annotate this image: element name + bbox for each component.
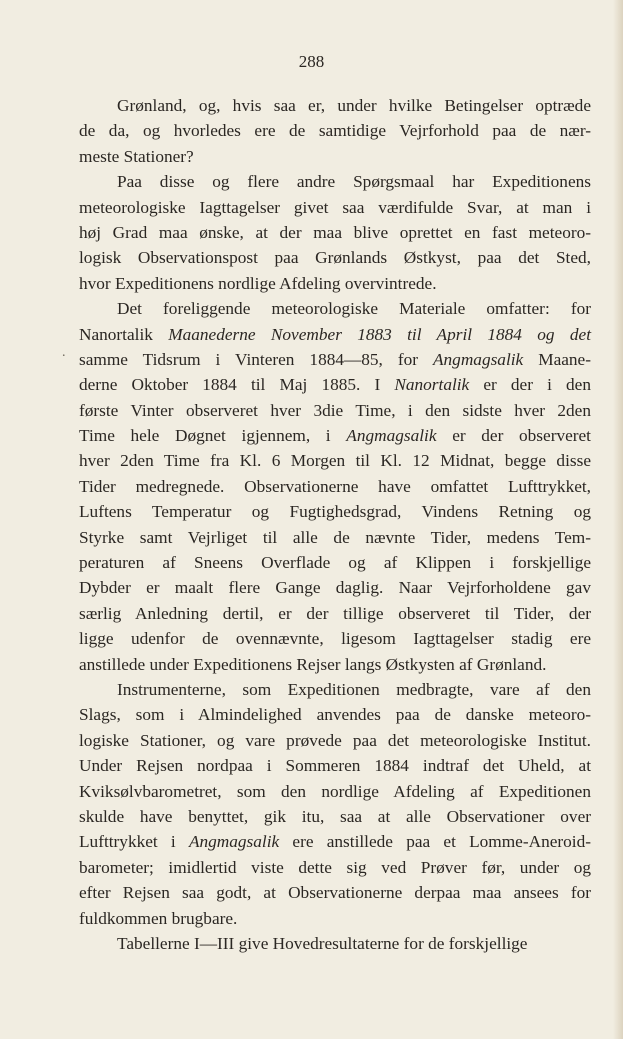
text-line (79, 271, 591, 296)
text-line (79, 525, 591, 550)
text-line (79, 779, 591, 804)
margin-mark: . (62, 345, 66, 360)
text-run: meste Stationer? (79, 146, 194, 166)
text-line (79, 601, 591, 626)
text-line (79, 575, 591, 600)
text-run: meteorologiske Iagttagelser givet saa værdifulde Svar, at man i (79, 197, 591, 217)
text-run: Slags, som i Almindelighed anvendes paa de danske meteoro- (79, 705, 591, 725)
text-run: Paa disse og flere andre Spørgsmaal har Expeditionens (117, 172, 591, 192)
text-line (79, 855, 591, 880)
text-line (79, 626, 591, 651)
text-run: ligge udenfor de ovennævnte, ligesom Iagttagelser stadig ere (79, 629, 591, 649)
text-line (79, 880, 591, 905)
place-name: Nanortalik (394, 375, 470, 395)
place-name: Angmagsalik (346, 426, 437, 446)
text-line (79, 347, 591, 372)
text-run: skulde have benyttet, gik itu, saa at alle Observationer over (79, 806, 591, 826)
text-run: Dybder er maalt flere Gange daglig. Naar Vejrforholdene gav (79, 578, 591, 598)
place-name: Maanederne November 1883 til April 1884 og det (152, 324, 591, 344)
text-line (79, 753, 591, 778)
text-run: logisk Observationspost paa Grønlands Østkyst, paa det Sted, (79, 248, 591, 268)
text-run: hvor Expeditionens nordlige Afdeling overvintrede. (79, 273, 437, 293)
text-line (79, 322, 591, 347)
text-run: Lufttrykket i (79, 832, 189, 852)
text-run: er der i den (469, 375, 591, 395)
text-line (79, 728, 591, 753)
text-run: anstillede under Expeditionens Rejser langs Østkysten af Grønland. (79, 654, 547, 674)
text-line (79, 372, 591, 397)
text-run: Luftens Temperatur og Fugtighedsgrad, Vindens Retning og (79, 502, 591, 522)
text-line (79, 474, 591, 499)
text-run: derne Oktober 1884 til Maj 1885. I (79, 375, 395, 395)
text-run: særlig Anledning dertil, er der tillige observeret til Tider, der (79, 603, 591, 623)
text-line (79, 448, 591, 473)
text-line (79, 702, 591, 727)
text-run: Nanortalik (79, 324, 153, 344)
text-run: Det foreliggende meteorologiske Materiale omfatter: for (117, 299, 591, 319)
text-line (79, 245, 591, 270)
text-line (79, 169, 591, 194)
text-run: samme Tidsrum i Vinteren 1884—85, for (79, 349, 433, 369)
text-run: Tider medregnede. Observationerne have omfattet Lufttrykket, (79, 476, 591, 496)
text-run: barometer; imidlertid viste dette sig ved Prøver før, under og (79, 857, 591, 877)
text-run: logiske Stationer, og vare prøvede paa det meteorologiske Institut. (79, 730, 591, 750)
text-run: Maane- (523, 349, 591, 369)
text-run: Styrke samt Vejrliget til alle de nævnte Tider, medens Tem- (79, 527, 591, 547)
text-line (79, 550, 591, 575)
text-line (79, 220, 591, 245)
text-line (79, 118, 591, 143)
text-line (79, 652, 591, 677)
text-line (79, 829, 591, 854)
text-line (79, 398, 591, 423)
text-run: høj Grad maa ønske, at der maa blive oprettet en fast meteoro- (79, 222, 591, 242)
text-run: fuldkommen brugbare. (79, 908, 238, 928)
text-run: Tabellerne I—III give Hovedresultaterne for de forskjellige (117, 933, 528, 953)
text-line (79, 677, 591, 702)
text-run: de da, og hvorledes ere de samtidige Vejrforhold paa de nær- (79, 121, 591, 141)
body-text (79, 93, 591, 956)
text-line (79, 93, 591, 118)
text-run: er der observeret (436, 426, 591, 446)
text-run: Time hele Døgnet igjennem, i (79, 426, 347, 446)
text-line (79, 499, 591, 524)
text-line (79, 423, 591, 448)
place-name: Angmagsalik (432, 349, 524, 369)
text-line (79, 195, 591, 220)
text-run: ere anstillede paa et Lomme-Aneroid- (279, 832, 591, 852)
text-line (79, 804, 591, 829)
place-name: Angmagsalik (188, 832, 280, 852)
text-line (79, 931, 591, 956)
text-line (79, 906, 591, 931)
text-line (79, 144, 591, 169)
text-run: Instrumenterne, som Expeditionen medbragte, vare af den (117, 679, 591, 699)
text-run: peraturen af Sneens Overflade og af Klippen i forskjellige (79, 553, 591, 573)
text-run: første Vinter observeret hver 3die Time, i den sidste hver 2den (79, 400, 591, 420)
text-run: hver 2den Time fra Kl. 6 Morgen til Kl. 12 Midnat, begge disse (79, 451, 591, 471)
page-number: 288 (298, 52, 325, 71)
text-run: efter Rejsen saa godt, at Observationerne derpaa maa ansees for (79, 883, 591, 903)
text-run: Kviksølvbarometret, som den nordlige Afdeling af Expeditionen (79, 781, 591, 801)
text-run: Under Rejsen nordpaa i Sommeren 1884 indtraf det Uheld, at (79, 756, 591, 776)
text-line (79, 296, 591, 321)
text-run: Grønland, og, hvis saa er, under hvilke Betingelser optræde (117, 96, 591, 115)
